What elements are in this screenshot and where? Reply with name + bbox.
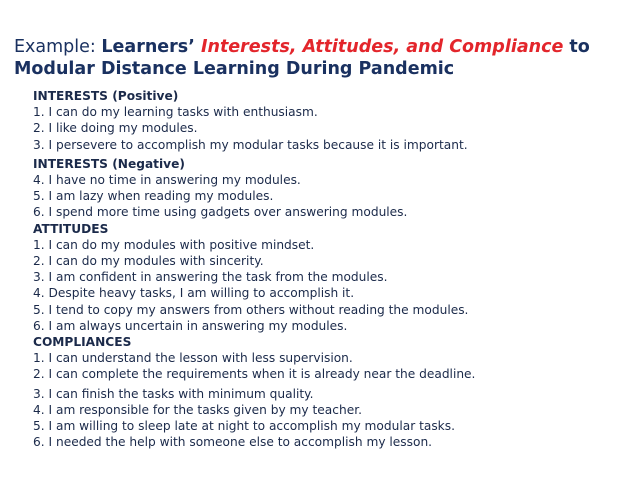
slide-title — [14, 36, 634, 80]
title-part2: to Modular Distance Learning During Pandemic — [14, 37, 590, 79]
list-item: 5. I am willing to sleep late at night to accomplish my modular tasks. — [33, 419, 455, 434]
list-item: 2. I can complete the requirements when it is already near the deadline. — [33, 367, 476, 382]
list-item: 6. I needed the help with someone else to accomplish my lesson. — [33, 435, 433, 450]
list-item: 3. I am confident in answering the task from the modules. — [33, 270, 388, 285]
list-item: 6. I am always uncertain in answering my modules. — [33, 318, 348, 333]
list-item: 3. I can finish the tasks with minimum quality. — [33, 386, 314, 401]
section-interests-negative — [33, 156, 623, 221]
list-item: 6. I spend more time using gadgets over answering modules. — [33, 205, 408, 220]
section-heading: INTERESTS (Negative) — [33, 156, 185, 171]
section-heading: ATTITUDES — [33, 221, 109, 236]
list-item: 2. I can do my modules with sincerity. — [33, 254, 264, 269]
title-part1: Learners’ — [101, 37, 201, 57]
list-item: 4. I am responsible for the tasks given by my teacher. — [33, 402, 362, 417]
section-compliances — [33, 334, 623, 450]
section-interests-positive — [33, 88, 623, 153]
title-prefix: Example: — [14, 37, 102, 57]
title-accent: Interests, Attitudes, and Compliance — [200, 37, 564, 57]
list-item: 3. I persevere to accomplish my modular tasks because it is important. — [33, 137, 468, 152]
list-item: 4. I have no time in answering my modules. — [33, 173, 301, 188]
list-item: 1. I can do my learning tasks with enthusiasm. — [33, 105, 318, 120]
section-heading: INTERESTS (Positive) — [33, 89, 179, 103]
list-item: 1. I can do my modules with positive mindset. — [33, 237, 315, 252]
list-item: 5. I tend to copy my answers from others without reading the modules. — [33, 302, 469, 317]
slide-content — [33, 88, 623, 450]
list-item: 5. I am lazy when reading my modules. — [33, 189, 274, 204]
section-attitudes — [33, 221, 623, 334]
list-item: 1. I can understand the lesson with less supervision. — [33, 351, 353, 366]
list-item: 2. I like doing my modules. — [33, 121, 198, 136]
section-heading: COMPLIANCES — [33, 335, 132, 350]
list-item: 4. Despite heavy tasks, I am willing to accomplish it. — [33, 286, 355, 301]
